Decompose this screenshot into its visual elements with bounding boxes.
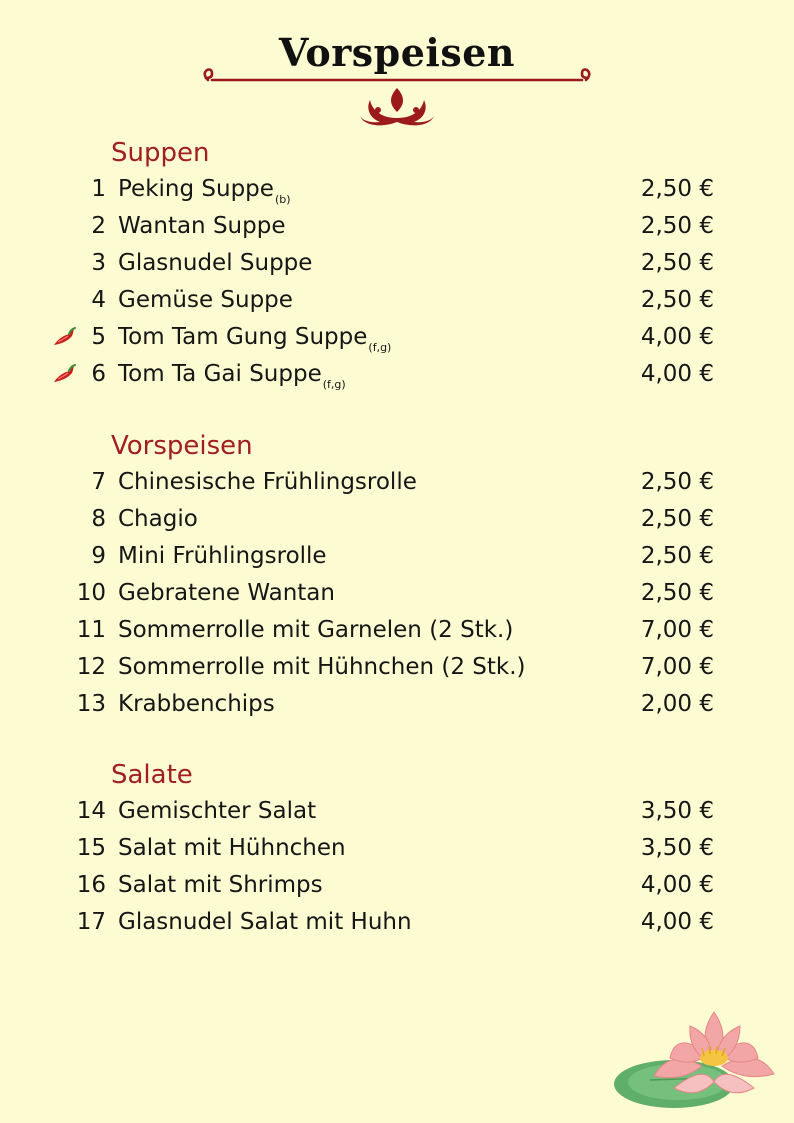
section-title: Vorspeisen	[111, 431, 253, 461]
lotus-flower-icon	[610, 1008, 788, 1114]
menu-item	[0, 909, 794, 939]
item-name: Salat mit Hühnchen	[118, 835, 346, 861]
item-price: 7,00 €	[640, 654, 714, 680]
item-number: 4	[91, 287, 106, 313]
item-price: 2,50 €	[640, 506, 714, 532]
chili-pepper-icon	[52, 326, 78, 348]
item-number: 17	[76, 909, 106, 935]
item-number: 14	[76, 798, 106, 824]
item-price: 7,00 €	[640, 617, 714, 643]
menu-item	[0, 176, 794, 206]
item-name: Chagio	[118, 506, 198, 532]
item-name: Chinesische Frühlingsrolle	[118, 469, 417, 495]
item-price: 4,00 €	[640, 361, 714, 387]
item-number: 13	[76, 691, 106, 717]
item-number: 15	[76, 835, 106, 861]
item-price: 2,50 €	[640, 287, 714, 313]
ornamental-divider-icon	[198, 66, 596, 132]
item-price: 4,00 €	[640, 324, 714, 350]
item-name: Sommerrolle mit Garnelen (2 Stk.)	[118, 617, 514, 643]
item-price: 2,50 €	[640, 469, 714, 495]
item-name: Glasnudel Salat mit Huhn	[118, 909, 412, 935]
item-name: Salat mit Shrimps	[118, 872, 323, 898]
item-price: 3,50 €	[640, 798, 714, 824]
item-name: Mini Frühlingsrolle	[118, 543, 327, 569]
item-name: Tom Ta Gai Suppe$_{(f,g)}$	[118, 361, 346, 391]
item-price: 2,50 €	[640, 176, 714, 202]
item-number: 16	[76, 872, 106, 898]
item-price: 2,50 €	[640, 213, 714, 239]
allergen-note: (f,g)	[368, 341, 392, 354]
section-title: Suppen	[111, 138, 210, 168]
item-number: 1	[91, 176, 106, 202]
item-name: Gemischter Salat	[118, 798, 317, 824]
menu-item	[0, 361, 794, 391]
item-name: Gebratene Wantan	[118, 580, 335, 606]
item-number: 8	[91, 506, 106, 532]
item-name: Krabbenchips	[118, 691, 275, 717]
item-name: Wantan Suppe	[118, 213, 286, 239]
item-name: Sommerrolle mit Hühnchen (2 Stk.)	[118, 654, 526, 680]
item-price: 4,00 €	[640, 909, 714, 935]
item-name: Gemüse Suppe	[118, 287, 293, 313]
item-price: 3,50 €	[640, 835, 714, 861]
item-price: 2,50 €	[640, 580, 714, 606]
item-number: 5	[91, 324, 106, 350]
item-number: 7	[91, 469, 106, 495]
item-price: 2,00 €	[640, 691, 714, 717]
chili-pepper-icon	[52, 363, 78, 385]
menu-item	[0, 580, 794, 610]
item-number: 3	[91, 250, 106, 276]
item-number: 9	[91, 543, 106, 569]
item-name: Tom Tam Gung Suppe$_{(f,g)}$	[118, 324, 392, 354]
item-price: 2,50 €	[640, 250, 714, 276]
menu-item	[0, 543, 794, 573]
menu-item	[0, 250, 794, 280]
item-number: 12	[76, 654, 106, 680]
item-name: Glasnudel Suppe	[118, 250, 313, 276]
menu-item	[0, 506, 794, 536]
item-price: 4,00 €	[640, 872, 714, 898]
menu-item	[0, 617, 794, 647]
page-title: Vorspeisen	[278, 30, 516, 75]
menu-item	[0, 835, 794, 865]
menu-item	[0, 872, 794, 902]
item-price: 2,50 €	[640, 543, 714, 569]
item-number: 6	[91, 361, 106, 387]
menu-item	[0, 213, 794, 243]
item-number: 10	[76, 580, 106, 606]
allergen-note: (b)	[274, 193, 291, 206]
item-number: 11	[76, 617, 106, 643]
menu-item	[0, 287, 794, 317]
section-title: Salate	[111, 760, 193, 790]
menu-item	[0, 691, 794, 721]
menu-item	[0, 324, 794, 354]
menu-item	[0, 798, 794, 828]
item-name: Peking Suppe$_{(b)}$	[118, 176, 291, 206]
menu-item	[0, 654, 794, 684]
allergen-note: (f,g)	[322, 378, 346, 391]
item-number: 2	[91, 213, 106, 239]
menu-item	[0, 469, 794, 499]
